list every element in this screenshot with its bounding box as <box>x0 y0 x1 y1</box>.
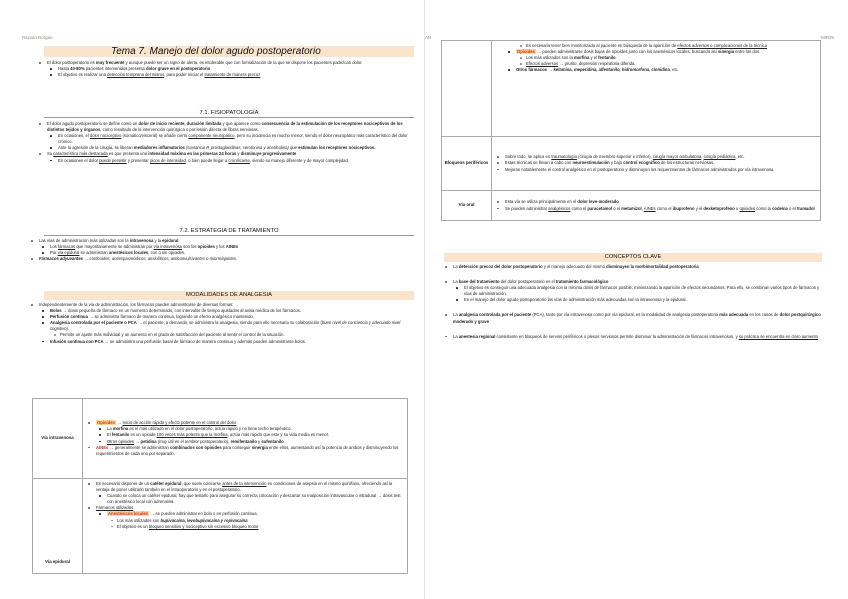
list-item: En ocasiones, el dolor nociceptivo (somático/visceral) se añade cierto componente neuropático, pero su incidencia es mucho menor, siendo el dolor neuropático más característico del dolor crónico. <box>38 133 412 145</box>
list-item: Es necesario tener bien monitorizado al paciente en búsqueda de la aparición de efectos adversos o complicaciones de la técnica <box>496 43 816 49</box>
row-content-epidural <box>83 479 408 574</box>
list-item: Los más utilizados son bupivacaína, levobupivacaína y ropivacaína <box>87 518 403 524</box>
row-content-epidural-cont <box>492 41 821 137</box>
list-item: Estas técnicas se llevan a cabo con neuroestimulación y bajo control ecográfico de los estructuras nerviosas. <box>496 160 816 166</box>
paragraph: Fármacos adyuvantes → corticoides, antiespasmódicos, ansiolíticos, anticonvulsivantes o miorrelajantes. <box>30 256 412 262</box>
paragraph: La analgesia controlada por el paciente (PCA), tanto por vía intravenosa como por vía epidural, es la modalidad de analgesia postoperatoria más adecuada en los casos de dolor postquirúrgico moderado y grave <box>444 312 826 324</box>
list-item: Analgesia controlada por el paciente o PCA → el paciente, a demanda, se administra la analgesia, siendo para ello necesaria su colaboración (buen nivel de conciencia y adecuado nivel cognitivo). <box>30 320 412 332</box>
list-item: Cuando se coloca un catéter epidural, hay que testarlo para asegurar su correcta colocación y descartar su malposición intravascular o intradural → dosis test con anestésico local con adrenalina. <box>87 493 403 505</box>
list-item: El objetivo es un bloqueo sensitivo y nociceptivo sin excesivo bloqueo motor <box>87 524 403 530</box>
table-row <box>442 191 821 221</box>
row-label-epidural: Vía epidural <box>33 479 83 574</box>
list-item: En el manejo del dolor agudo postoperatorio las vías de administración más adecuadas son la intravenosa y la epidural. <box>444 297 826 303</box>
section-heading-conceptos: CONCEPTOS CLAVE <box>444 253 822 262</box>
list-item: Por vía epidural se administran anestésicos locales, con o sin opioides. <box>30 250 412 256</box>
row-content-via-oral <box>492 191 821 221</box>
table-row <box>33 399 408 479</box>
routes-table-continued <box>441 40 821 221</box>
header-author: Razvan Dorgan <box>22 35 53 40</box>
list-item: Otros fármacos → ketamina, meperidina, alfentanilo, hidromorfona, clonidina, etc. <box>496 67 816 73</box>
paragraph: La detección precoz del dolor postoperatorio y el manejo adecuado del mismo disminuyen la morbimortalidad postoperatoria <box>444 264 826 270</box>
section-conceptos <box>444 264 826 340</box>
section-heading-fisiopatologia: 7.1. FISIOPATOLOGÍA <box>44 109 414 118</box>
list-item: Fármacos utilizados <box>87 505 403 511</box>
page-title: Tema 7. Manejo del dolor agudo postoperatorio <box>44 46 414 57</box>
paragraph: Independientemente de la vía de administración, los fármacos pueden administrarse de diversas formas: <box>30 302 412 308</box>
list-item: Esta vía se utiliza principalmente en el dolor leve-moderado <box>496 199 816 205</box>
list-item: Perfusión continua → se administra fármaco de manera continua, logrando un efecto analgésico mantenido. <box>30 314 412 320</box>
row-label-via-oral: Vía oral <box>442 191 492 221</box>
routes-table <box>32 398 408 574</box>
list-item: En ocasiones el dolor puede persistir y presentar picos de intensidad, o bien puede llegar a cronificarse, siendo su manejo diferente y de mayor complejidad. <box>38 158 412 164</box>
section-heading-modalidades: MODALIDADES DE ANALGESIA <box>44 291 414 300</box>
section-fisiopatologia <box>38 121 412 164</box>
paragraph: Su característica más destacada es que presenta una intensidad máxima en las primeras 24 horas y disminuye progresivamente <box>38 151 412 157</box>
paragraph: Las vías de administración más utilizadas son la intravenosa y la epidural <box>30 238 412 244</box>
list-item: Opioides → Inicio de acción rápido y efecto potente en el control del dolor <box>87 420 403 426</box>
header-subject: AN <box>425 35 432 40</box>
header-code: MIR25 <box>821 35 834 40</box>
section-estrategia <box>30 238 412 262</box>
list-item: El objetivo es realizar una detección temprana del mismo, para poder iniciar el tratamiento de manera precoz <box>38 72 412 78</box>
list-item: El fentanilo es un opioide 100 veces más potente que la morfina, actúa más rápido que este y su vida media es menor. <box>87 432 403 438</box>
row-label-epidural-cont <box>442 41 492 137</box>
section-modalidades <box>30 302 412 345</box>
row-label-bloqueos: Bloqueos periféricos <box>442 137 492 191</box>
row-content-intravenosa <box>83 399 408 479</box>
list-item: Bolos → dosis pequeña de fármaco en un momento determinado, con intervalos de tiempo ajustados al avisa médica de los fármacos. <box>30 308 412 314</box>
table-row <box>442 137 821 191</box>
list-item: AINEs → generalmente se administran combinados con opioides para conseguir sinergia entre ellos, aumentando así la potencia de ambos y disminuyendo los requerimientos de cada uno por separado. <box>87 445 403 457</box>
table-row <box>33 479 408 574</box>
intro <box>38 60 412 78</box>
list-item: Otros opioides → petidina (muy útil en el temblor postoperatorio), remifentanilo y sufentanilo <box>87 439 403 445</box>
intro-paragraph: El dolor postoperatorio es muy frecuente y aunque puede ser un signo de alerta, es intolerable que con formalización de la que se dispone los pacientes padezcan dolor. <box>38 60 412 66</box>
list-item: Sobre todo, se aplica en traumatología (cirugía de miembro superior e inferior), cirugía mayor ambulatoria, cirugía pediátrica, etc. <box>496 154 816 160</box>
list-item: El objetivo es conseguir una adecuada analgesia con la mínima dosis de fármacos posible, minimizando la aparición de efectos secundarios. Para ello, se combinan varios tipos de fármacos y vías de administración. <box>444 285 826 297</box>
paragraph: El dolor agudo postoperatorio se define como un dolor de inicio reciente, duración limitada y que aparece como consecuencia de la estimulación de los receptores nociceptivos de los distintos tejidos y órganos, como resultado de la intervención quirúrgica o por lesión directa de fibras nerviosas. <box>38 121 412 133</box>
list-item: Mejoran notablemente el control analgésico en el postoperatorio y disminuyen los requerimientos de fármacos administrados por vía intravenosa. <box>496 167 816 173</box>
list-item: Hasta 40-80% pacientes intervenidos presenta dolor grave en el postoperatorio <box>38 66 412 72</box>
row-content-bloqueos <box>492 137 821 191</box>
list-item: Los más utilizados son la morfina y el fentanilo <box>496 55 816 61</box>
list-item: Efectos adversos → prurito, depresión respiratoria diferida. <box>496 61 816 67</box>
list-item: Anestésicos locales → se pueden administrar en bolo o en perfusión continua. <box>87 511 403 517</box>
row-label-intravenosa: Vía intravenosa <box>33 399 83 479</box>
list-item: La morfina es el más utilizado en el dolor postoperatorio, actúa rápido y no tiene techo terapéutico. <box>87 426 403 432</box>
paragraph: La anestesia regional consistente en bloqueos de nervios periféricos o plexos nerviosos permite disminuir la administración de fármacos intravenosos, y su práctica se encuentra en claro aumento <box>444 334 826 340</box>
paragraph: La base del tratamiento del dolor postoperatorio es el tratamiento farmacológico <box>444 279 826 285</box>
list-item: Opioides → pueden administrarse dosis bajas de opioides junto con los anestésicos locales, buscando así sinergia entre los dos. <box>496 49 816 55</box>
list-item: Infusión continua con PCA → se administra una perfusión basal de fármaco de manera continua y además pueden administrarse bolos. <box>30 339 412 345</box>
list-item: Es necesario disponer de un catéter epidural, que suele colocarse antes de la intervención en condiciones de asepsia en el mismo quirófano, ofreciendo así la ventaja de poner utilizarlo también en el intraoperatorio y en el postoperatorio. <box>87 481 403 493</box>
list-item: Los fármacos que mayoritariamente se administran por vía intravenosa son los opioides y los AINEs <box>30 244 412 250</box>
table-row <box>442 41 821 137</box>
section-heading-estrategia: 7.2. ESTRATEGIA DE TRATAMIENTO <box>44 227 414 236</box>
list-item: Ante la agresión de la cirugía, se liberan mediadores inflamatorios (sustancia P, prostaglandinas, serotonina y acetilcolina) que estimulan los receptores nociceptivos. <box>38 145 412 151</box>
list-item: Se pueden administrar analgésicos como el paracetamol o el metamizol, AINEs como el ibuprofeno y el dexketoprofeno u opioides como la codeína o el tramadol <box>496 206 816 212</box>
list-item: Permite un ajuste más individual y un aumento en el grado de satisfacción del paciente al sentir el control de la situación. <box>30 332 412 338</box>
